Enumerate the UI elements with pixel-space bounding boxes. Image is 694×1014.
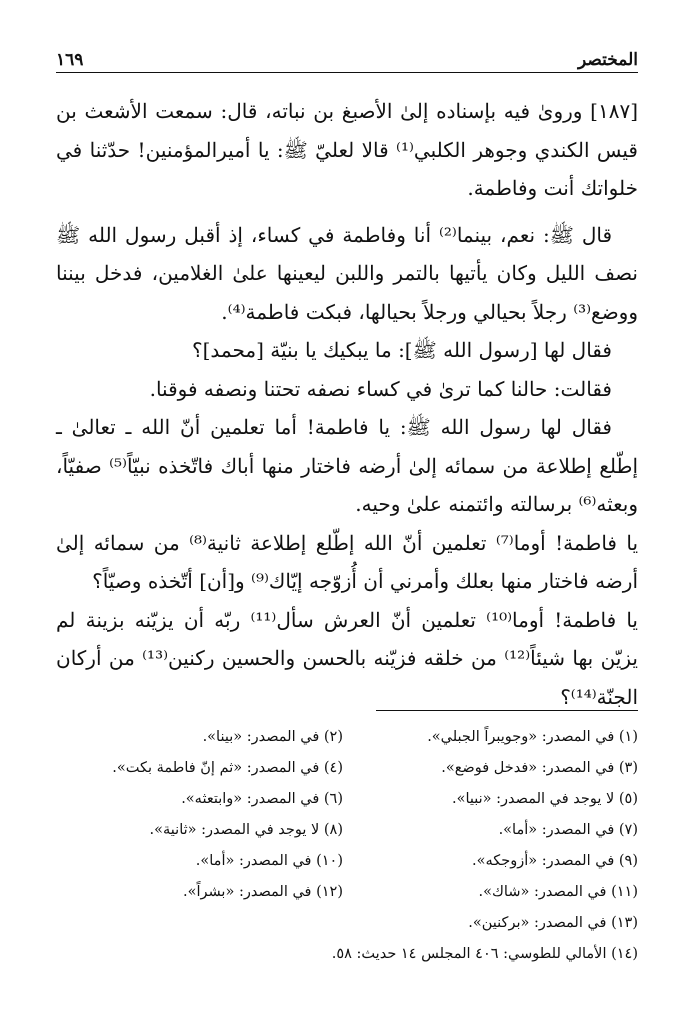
- header-divider: [56, 72, 638, 73]
- page-title: المختصر: [578, 50, 638, 70]
- footnote-item: (٦) في المصدر: «وابتعثه».: [181, 791, 343, 807]
- footnote-item: (١٢) في المصدر: «بشراً».: [182, 884, 343, 900]
- footnote-item: (٣) في المصدر: «فدخل فوضع».: [441, 760, 638, 776]
- paragraph-fatima-reply: فقالت: حالنا كما ترىٰ في كساء نصفه تحتنا ونصفه فوقنا.: [149, 376, 612, 401]
- running-header: [56, 38, 638, 70]
- paragraph-prophet-speech-2: يا فاطمة! أوما⁽⁷⁾ تعلمين أنّ الله إطّلع إطلاعة ثانية⁽⁸⁾ من سمائه إلىٰ أرضه فاختار منها بعلك وأمرني أن أُزوّجه إيّاك⁽⁹⁾ و[أن] أتّخذه وصيّاً؟: [56, 530, 639, 593]
- footnote-divider: [376, 710, 638, 711]
- footnote-item: (٩) في المصدر: «أزوجكه».: [471, 853, 638, 869]
- footnote-item: (٢) في المصدر: «بينا».: [202, 729, 343, 745]
- page-number: ١٦٩: [56, 50, 84, 70]
- paragraph-hadith-intro: [١٨٧] وروىٰ فيه بإسناده إلىٰ الأصبغ بن نباته، قال: سمعت الأشعث بن قيس الكندي وجوهر الكلبي⁽¹⁾ قالا لعليّ ﷺ: يا أميرالمؤمنين! حدّثنا في خلواتك أنت وفاطمة.: [56, 99, 638, 200]
- paragraph-ali-reply: قال ﷺ: نعم، بينما⁽²⁾ أنا وفاطمة في كساء، إذ أقبل رسول الله ﷺ نصف الليل وكان يأتيها بالتمر واللبن ليعينها علىٰ الغلامين، فدخل بيننا ووضع⁽³⁾ رجلاً بحيالي ورجلاً بحيالها، فبكت فاطمة⁽⁴⁾.: [56, 222, 638, 324]
- footnotes: [48, 722, 638, 970]
- paragraph-prophet-speech-3: يا فاطمة! أوما⁽¹⁰⁾ تعلمين أنّ العرش سأل⁽¹¹⁾ ربّه أن يزيّنه بزينة لم يزيّن بها شيئاً⁽¹²⁾ من خلقه فزيّنه بالحسن والحسين ركنين⁽¹³⁾ من أركان الجنّة⁽¹⁴⁾؟: [56, 607, 638, 709]
- footnote-item: (١٤) الأمالي للطوسي: ٤٠٦ المجلس ١٤ حديث: ٥٨.: [331, 946, 638, 962]
- footnote-item: (٥) لا يوجد في المصدر: «نبيا».: [451, 791, 638, 807]
- footnote-item: (١٠) في المصدر: «أما».: [195, 853, 343, 869]
- footnote-item: (٨) لا يوجد في المصدر: «ثانية».: [149, 822, 343, 838]
- footnote-item: (١) في المصدر: «وجويبراً الجبلي».: [427, 729, 638, 745]
- footnote-item: (٤) في المصدر: «ثم إنّ فاطمة بكت».: [112, 760, 343, 776]
- footnote-item: (١٣) في المصدر: «بركنين».: [468, 915, 638, 931]
- paragraph-prophet-speech-1: فقال لها رسول الله ﷺ: يا فاطمة! أما تعلمين أنّ الله ـ تعالىٰ ـ إطّلع إطلاعة من سمائه إلىٰ أرضه فاختار منها أباك فاتّخذه نبيّاً⁽⁵⁾ صفيّاً، وبعثه⁽⁶⁾ برسالته وائتمنه علىٰ وحيه.: [56, 415, 639, 516]
- main-text: [56, 92, 638, 716]
- paragraph-prophet-question: فقال لها [رسول الله ﷺ]: ما يبكيك يا بنيّة [محمد]؟: [192, 338, 612, 362]
- footnote-item: (٧) في المصدر: «أما».: [498, 822, 638, 838]
- footnote-item: (١١) في المصدر: «شاك».: [478, 884, 638, 900]
